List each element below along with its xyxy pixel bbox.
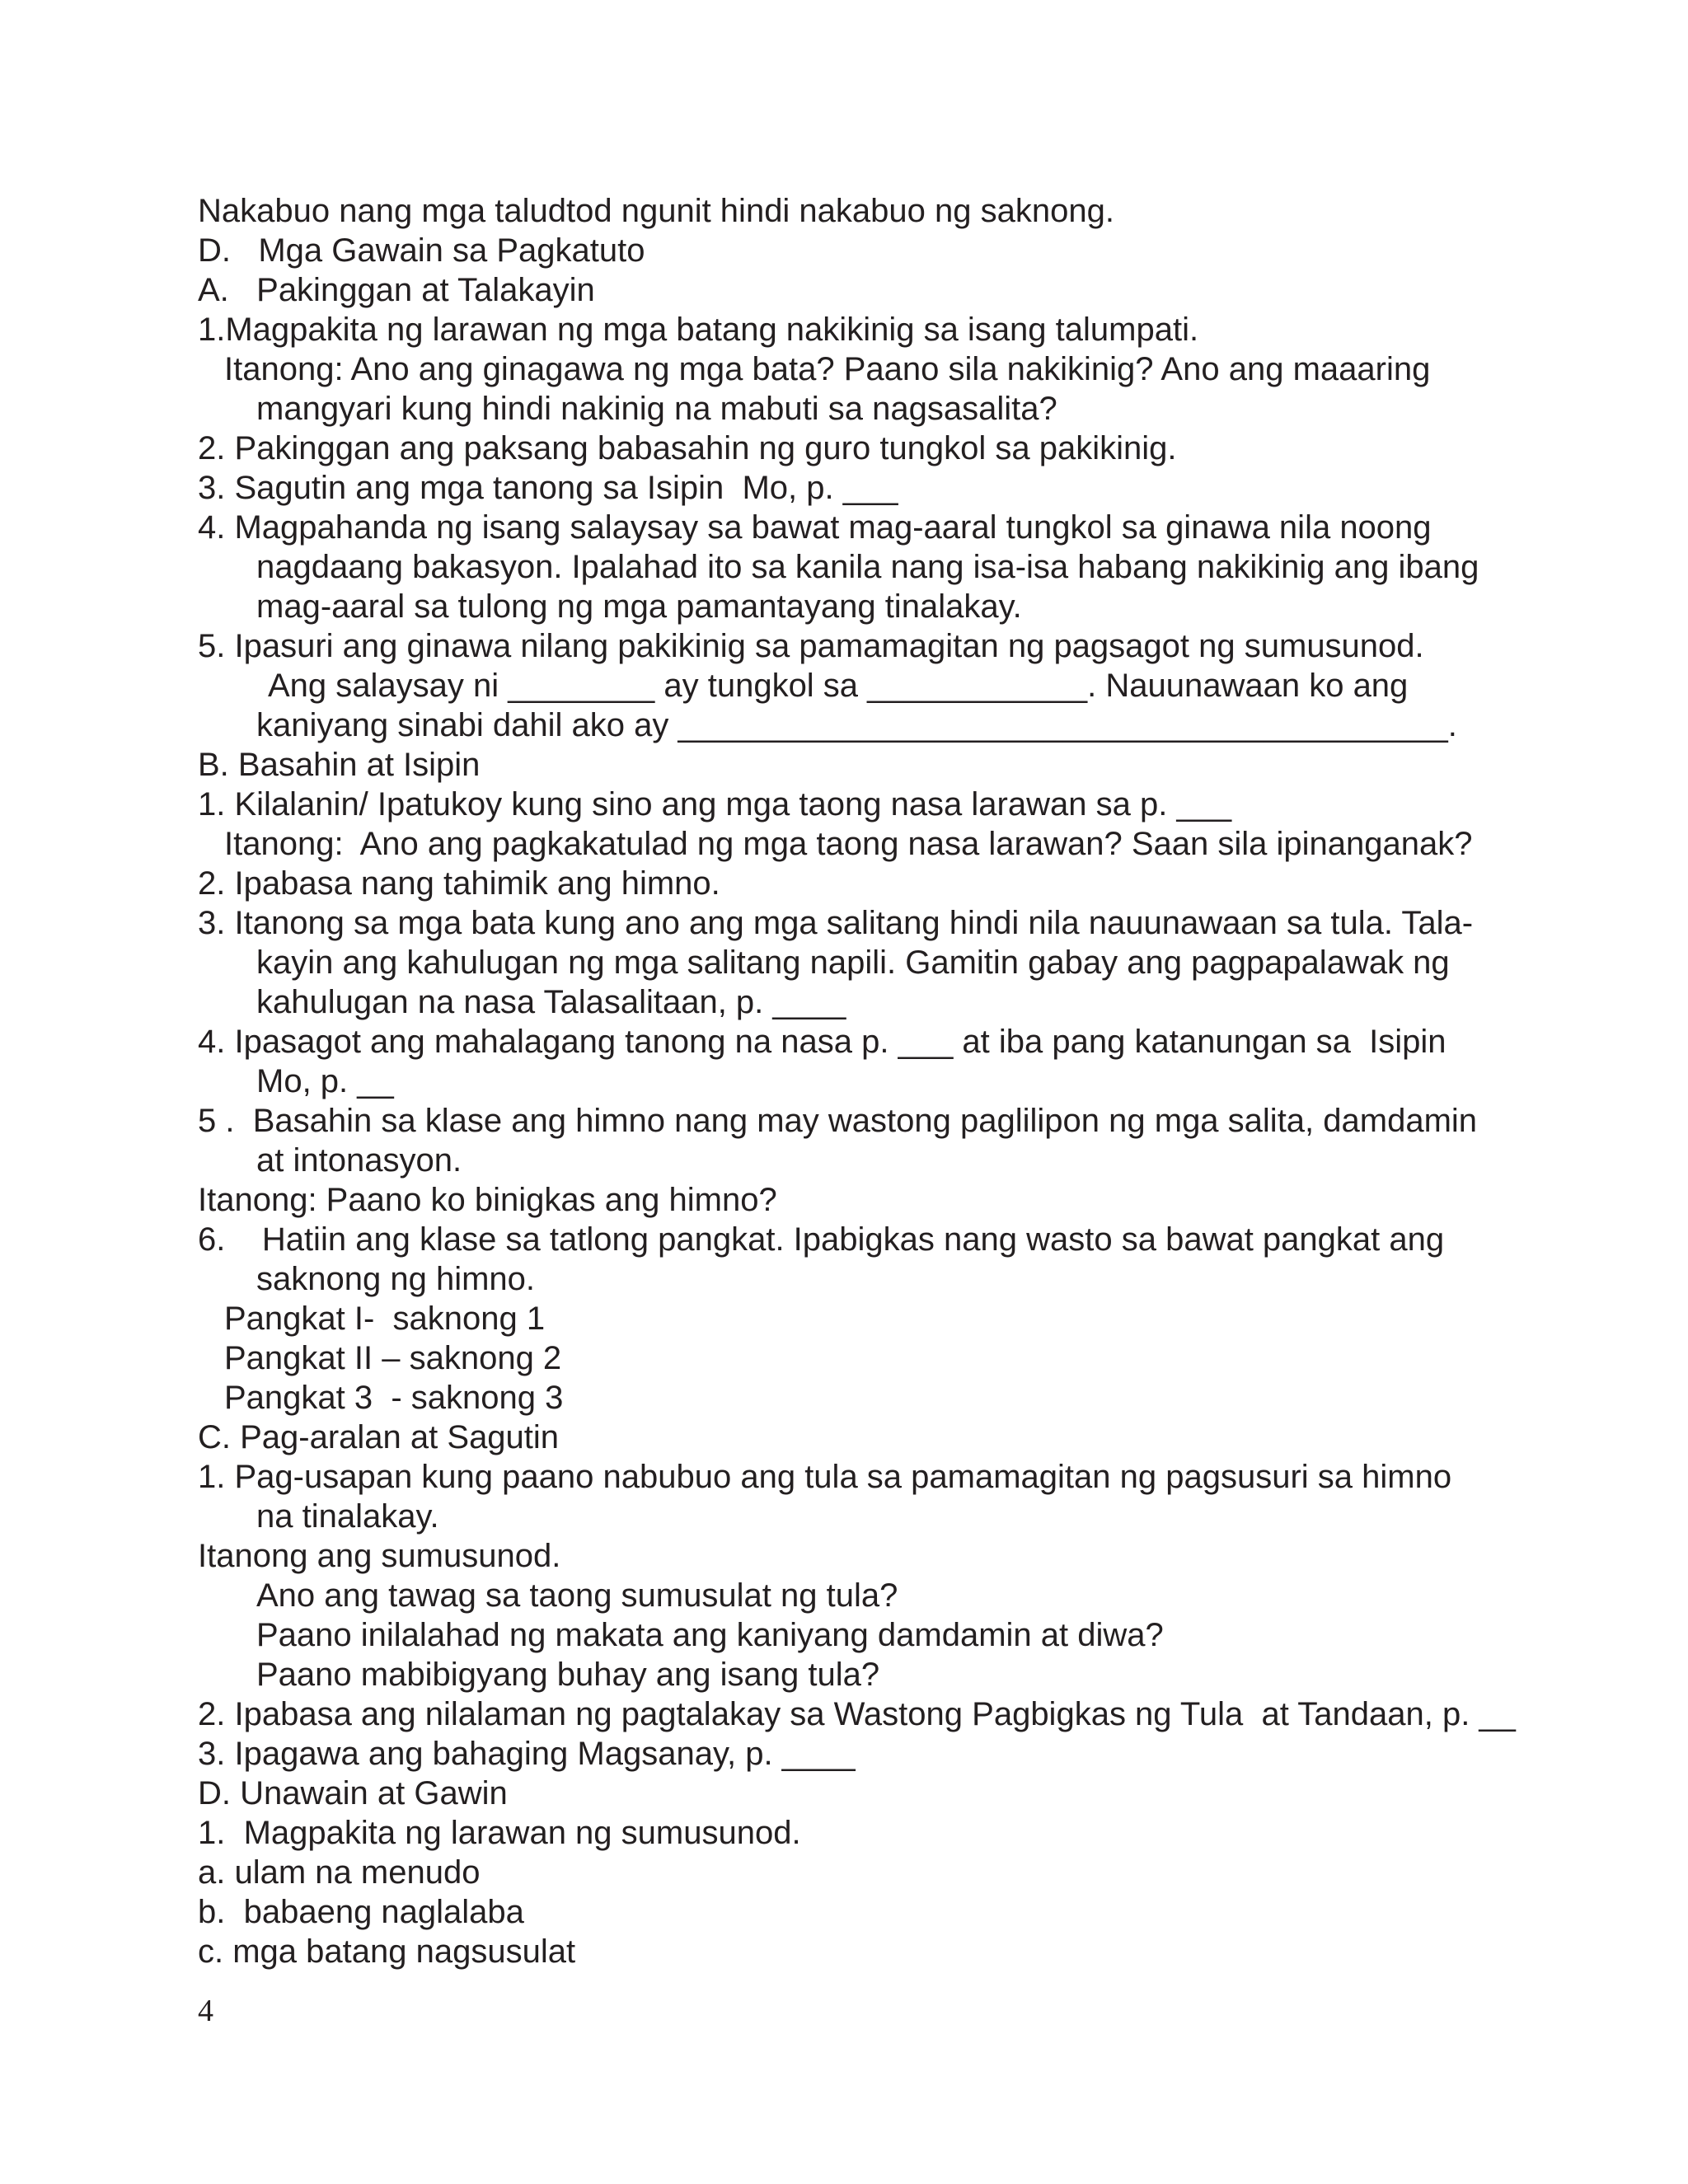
- text-line: kayin ang kahulugan ng mga salitang napili. Gamitin gabay ang pagpapalawak ng: [256, 944, 1450, 981]
- list-item: 1. Pag-usapan kung paano nabubuo ang tula sa pamamagitan ng pagsusuri sa himno: [198, 1459, 1452, 1495]
- list-item: b. babaeng naglalaba: [198, 1894, 524, 1930]
- list-item: 1. Kilalanin/ Ipatukoy kung sino ang mga taong nasa larawan sa p. ___: [198, 786, 1232, 823]
- section-heading: D. Mga Gawain sa Pagkatuto: [198, 232, 645, 269]
- group-line: Pangkat I- saknong 1: [224, 1301, 546, 1337]
- text-line: Nakabuo nang mga taludtod ngunit hindi nakabuo ng saknong.: [198, 193, 1114, 229]
- list-item: 6. Hatiin ang klase sa tatlong pangkat. Ipabigkas nang wasto sa bawat pangkat ang: [198, 1221, 1445, 1258]
- text-line: Itanong ang sumusunod.: [198, 1538, 561, 1574]
- fill-in-line: kaniyang sinabi dahil ako ay __________________________________________.: [256, 707, 1457, 743]
- list-item: 4. Ipasagot ang mahalagang tanong na nasa p. ___ at iba pang katanungan sa Isipin: [198, 1024, 1447, 1060]
- section-heading: C. Pag-aralan at Sagutin: [198, 1419, 560, 1455]
- question-line: Itanong: Ano ang ginagawa ng mga bata? Paano sila nakikinig? Ano ang maaaring: [224, 351, 1431, 387]
- list-item: 1.Magpakita ng larawan ng mga batang nakikinig sa isang talumpati.: [198, 312, 1199, 348]
- question-line: Itanong: Ano ang pagkakatulad ng mga taong nasa larawan? Saan sila ipinanganak?: [224, 826, 1473, 862]
- question-line: Itanong: Paano ko binigkas ang himno?: [198, 1182, 777, 1218]
- section-heading: D. Unawain at Gawin: [198, 1775, 508, 1811]
- list-item: 1. Magpakita ng larawan ng sumusunod.: [198, 1815, 801, 1851]
- list-item: a. ulam na menudo: [198, 1854, 481, 1891]
- question-line: Paano mabibigyang buhay ang isang tula?: [256, 1657, 880, 1693]
- page-number: 4: [198, 1994, 213, 2028]
- fill-in-line: Ang salaysay ni ________ ay tungkol sa ____________. Nauunawaan ko ang: [268, 668, 1409, 704]
- section-heading: B. Basahin at Isipin: [198, 747, 481, 783]
- list-item: 3. Ipagawa ang bahaging Magsanay, p. ____: [198, 1736, 856, 1772]
- text-line: Mo, p. __: [256, 1063, 394, 1099]
- list-item: 5 . Basahin sa klase ang himno nang may wastong paglilipon ng mga salita, damdamin: [198, 1103, 1478, 1139]
- question-line: Paano inilalahad ng makata ang kaniyang damdamin at diwa?: [256, 1617, 1164, 1653]
- group-line: Pangkat II – saknong 2: [224, 1340, 562, 1376]
- list-item: 3. Itanong sa mga bata kung ano ang mga salitang hindi nila nauunawaan sa tula. Tala-: [198, 905, 1474, 941]
- list-item: 2. Ipabasa nang tahimik ang himno.: [198, 865, 720, 902]
- group-line: Pangkat 3 - saknong 3: [224, 1380, 564, 1416]
- text-line: at intonasyon.: [256, 1142, 462, 1179]
- section-heading: A. Pakinggan at Talakayin: [198, 272, 595, 308]
- list-item: 5. Ipasuri ang ginawa nilang pakikinig sa pamamagitan ng pagsagot ng sumusunod.: [198, 628, 1424, 664]
- list-item: c. mga batang nagsusulat: [198, 1933, 576, 1970]
- list-item: 3. Sagutin ang mga tanong sa Isipin Mo, p. ___: [198, 470, 898, 506]
- text-line: nagdaang bakasyon. Ipalahad ito sa kanila nang isa-isa habang nakikinig ang ibang: [256, 549, 1479, 585]
- text-line: mag-aaral sa tulong ng mga pamantayang tinalakay.: [256, 588, 1022, 625]
- text-line: kahulugan na nasa Talasalitaan, p. ____: [256, 984, 846, 1020]
- list-item: 2. Ipabasa ang nilalaman ng pagtalakay sa Wastong Pagbigkas ng Tula at Tandaan, p. __: [198, 1696, 1516, 1732]
- text-line: na tinalakay.: [256, 1498, 439, 1535]
- list-item: 2. Pakinggan ang paksang babasahin ng guro tungkol sa pakikinig.: [198, 430, 1177, 466]
- question-line: Ano ang tawag sa taong sumusulat ng tula?: [256, 1577, 898, 1614]
- list-item: 4. Magpahanda ng isang salaysay sa bawat mag-aaral tungkol sa ginawa nila noong: [198, 509, 1432, 546]
- text-line: saknong ng himno.: [256, 1261, 536, 1297]
- text-line: mangyari kung hindi nakinig na mabuti sa nagsasalita?: [256, 391, 1057, 427]
